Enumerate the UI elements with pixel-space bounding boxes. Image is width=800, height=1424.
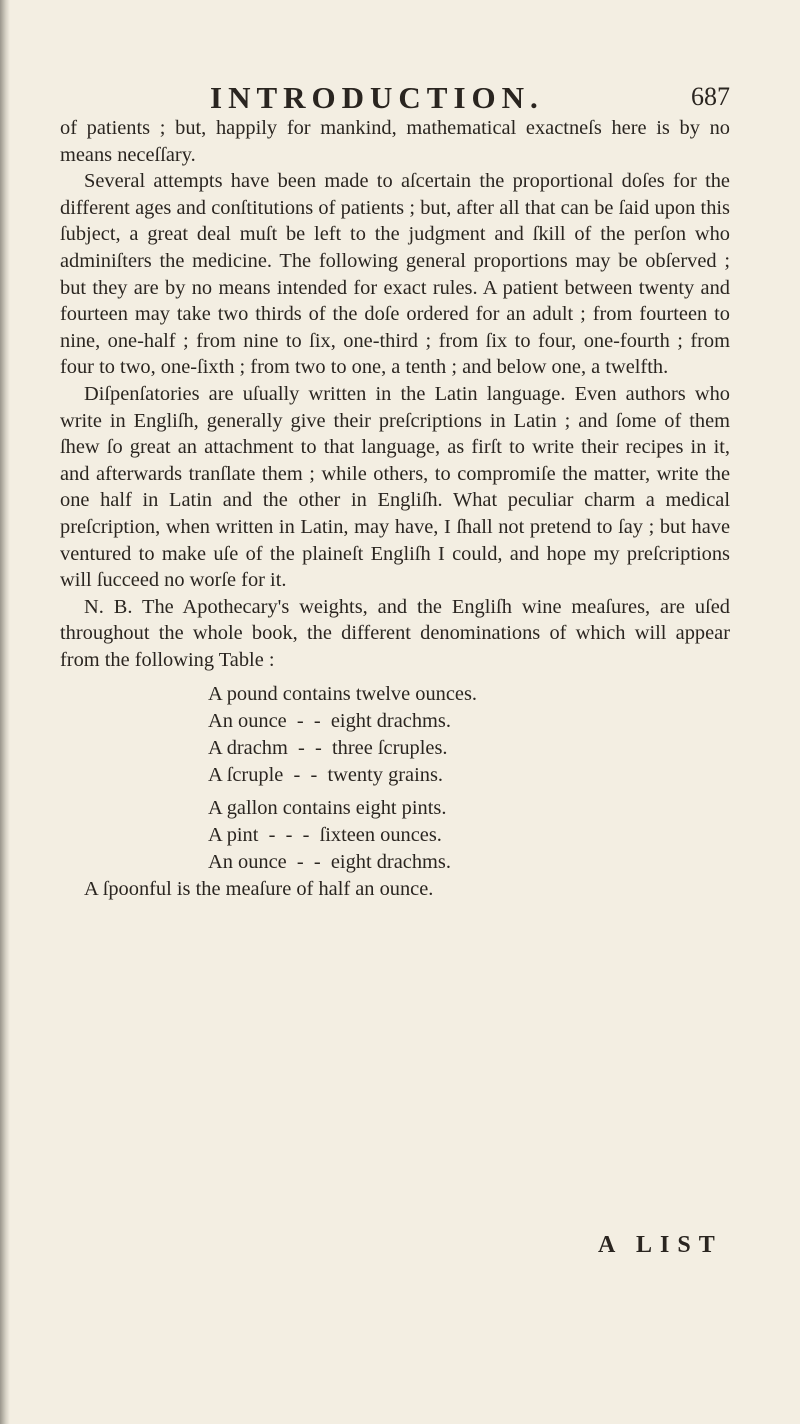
weights-table-row: A drachm - - three ſcruples. (208, 737, 448, 760)
weights-table-row: A pound contains twelve ounces. (208, 683, 477, 706)
weights-table-row: A ſcruple - - twenty grains. (208, 764, 443, 787)
paragraph: of patients ; but, happily for mankind, mathematical exactneſs here is by no means neceſſary. (60, 117, 730, 166)
page-gutter-shadow (0, 0, 10, 1424)
catchword: A LIST (598, 1232, 723, 1258)
running-head: INTRODUCTION. (210, 80, 544, 115)
paragraph: N. B. The Apothecary's weights, and the Engliſh wine meaſures, are uſed throughout the whole book, the different denominations of which will appear from the following Table : (60, 595, 730, 671)
measures-table-row: An ounce - - eight drachms. (208, 851, 451, 874)
measures-table-row: A pint - - - ſixteen ounces. (208, 824, 442, 847)
measures-table-row: A gallon contains eight pints. (208, 797, 447, 820)
weights-table-row: An ounce - - eight drachms. (208, 710, 451, 733)
paragraph: Diſpenſatories are uſually written in the Latin language. Even authors who write in Engliſh, generally give their preſcriptions in Latin ; and ſome of them ſhew ſo great an attachment to that language, as firſt to write their recipes in it, and afterwards tranſlate them ; while others, to compromiſe the matter, write the one half in Latin and the other in Engliſh. What peculiar charm a medical preſcription, when written in Latin, may have, I ſhall not pretend to ſay ; but have ventured to make uſe of the plaineſt Engliſh I could, and hope my preſcriptions will ſucceed no worſe for it. (60, 382, 730, 592)
body-text (60, 115, 730, 903)
spoonful-note: A ſpoonful is the meaſure of half an ounce. (84, 878, 434, 901)
page-header (210, 80, 730, 120)
page-number: 687 (691, 82, 730, 111)
paragraph: Several attempts have been made to aſcertain the proportional doſes for the different ages and conſtitutions of patients ; but, after all that can be ſaid upon this ſubject, a great deal muſt be left to the judgment and ſkill of the perſon who adminiſters the medicine. The following general proportions may be obſerved ; but they are by no means intended for exact rules. A patient between twenty and fourteen may take two thirds of the doſe ordered for an adult ; from fourteen to nine, one-half ; from nine to ſix, one-third ; from ſix to four, one-fourth ; from four to two, one-ſixth ; from two to one, a tenth ; and below one, a twelfth. (60, 170, 730, 379)
weights-measures-table (208, 681, 730, 876)
